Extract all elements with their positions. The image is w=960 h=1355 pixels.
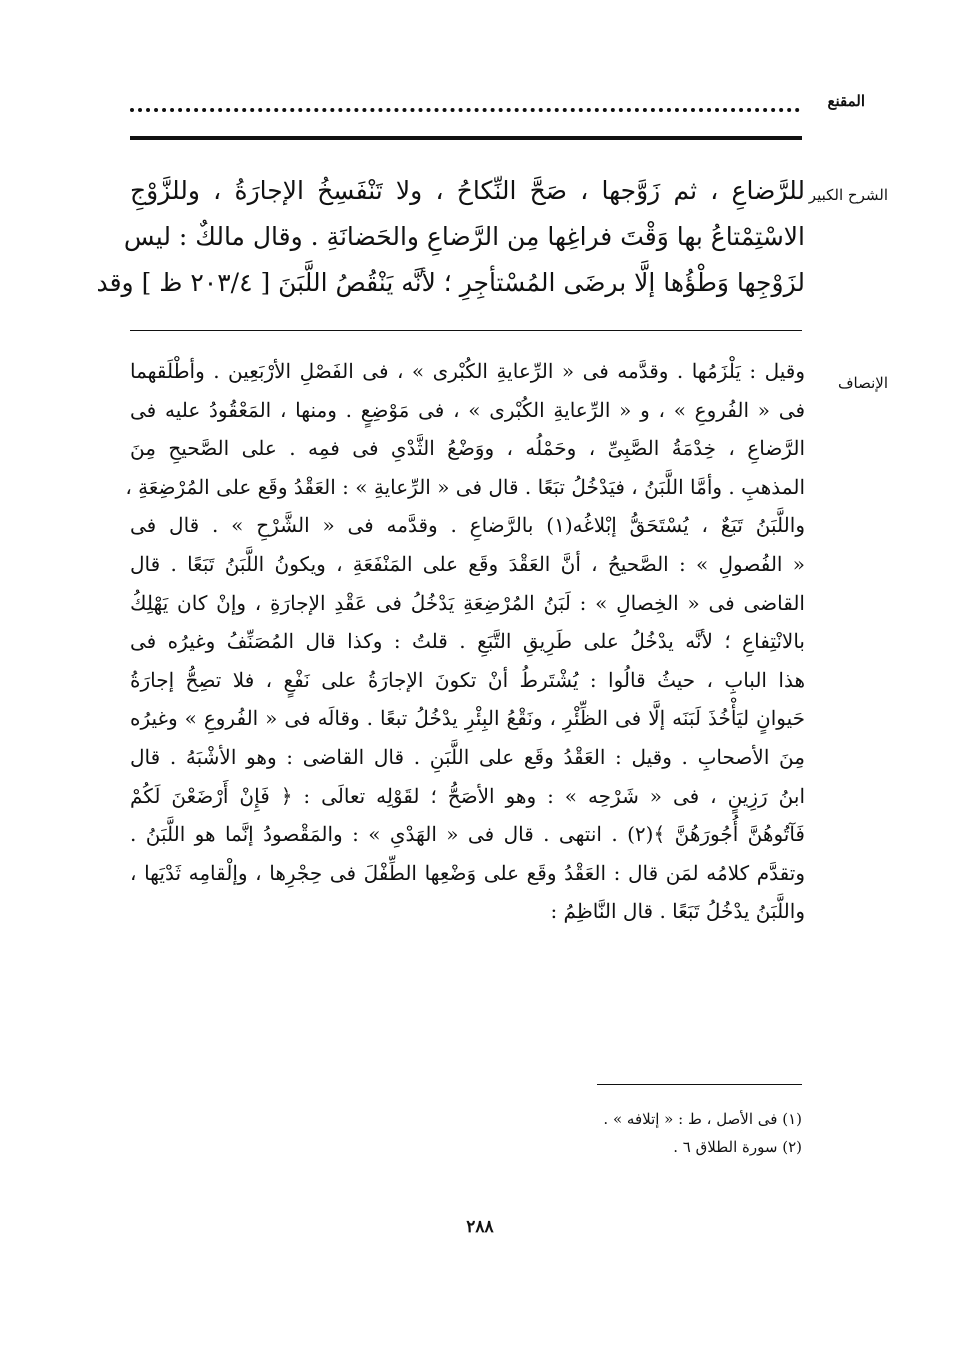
page-number: ٢٨٨ [466,1217,494,1237]
insaf-line: القاضى فى « الخِصالِ » : لَبَنُ المُرْضِعَةِ يَدْخُلُ فى عَقْدِ الإجارَةِ ، وإنْ كان يَهْلِكُ [130,590,805,615]
sharh-line: لزَوْجِها وَطْؤُها إلَّا برضَى المُسْتأجِرِ ؛ لأنَّه يَنْقُصُ اللَّبَنَ [ ٢٠٣/٤ ظ ] وقد [96,268,805,297]
insaf-line: هذا البابِ ، حيثُ قالُوا : يُشْتَرطُ أنْ تكونَ الإجارَةُ على نَفْعٍ ، فلا تصِحُّ إجارَةُ [130,667,805,692]
insaf-side-label: الإنصاف [837,374,888,392]
insaf-text-block [125,352,805,931]
section-divider [130,330,802,331]
header-rule [130,136,802,140]
sharh-text-block [96,168,805,306]
sharh-line: الاسْتِمْتاعُ بها وَقْتَ فراغِها مِن الرَّضاعِ والحَضانَةِ . وقال مالكٌ : ليس [123,222,805,251]
insaf-line: الرَّضاعِ ، خِدْمَةُ الصَّبِىِّ ، وحَمْلُه ، ووَضْعُ الثَّدْىِ فى فمِه . على الصَّحيحِ مِنَ [130,436,805,461]
footnote: (١) فى الأصل ، ط : « إتلافه » . [603,1110,802,1128]
insaf-line: ابنُ رَزِينٍ ، فى « شَرْحِه » : وهو الأصَحُّ ؛ لقَوْلِه تعالَى : ﴿ فَإِنْ أَرْضَعْنَ لَكُمْ [130,783,805,808]
insaf-line: حَيوانٍ ليَأْخُذَ لَبَنَه إلَّا فى الظِّئْرِ ، ونَقْعُ البِئْرِ يدْخُلُ تبعًا . وقالَه فى « الفُروعِ » وغيرُه [130,706,805,731]
insaf-line: مِنَ الأصحابِ . وقيل : العَقْدُ وقَع على اللَّبَنِ . قال القاضى : وهو الأشْبَهُ . قال [130,744,805,769]
footnote-rule [597,1084,802,1085]
insaf-line: فى « الفُروعِ » ، و « الرِّعايةِ الكُبْرى » ، فى مَوْضِعٍ . ومنها ، المَعْقُودُ عليه فى [130,397,805,422]
footnote: (٢) سورة الطلاق ٦ . [673,1138,802,1156]
sharh-line: للرَّضاعِ ، ثم زَوَّجها ، صَحَّ النِّكاحُ ، ولا تَنْفَسِخُ الإجارَةُ ، وللزَّوْجِ [130,176,805,205]
insaf-line: « الفُصولِ » : الصَّحيحُ ، أنَّ العَقْدَ وقَع على المَنْفَعَةِ ، ويكونُ اللَّبَنُ تَبَعًا . قال [130,551,805,576]
insaf-line: بالانْتِفاعِ ؛ لأنَّه يدْخُلُ على طَرِيقِ التَّبَعِ . قلتُ : وكذا قال المُصَنِّفُ وغيرُه فى [130,629,805,654]
insaf-line: فَآتُوهُنَّ أُجُورَهُنَّ ﴾(٢) . انتهى . قال فى « الهَدْىِ » : والمَقْصودُ إنَّما هو اللَّبَنُ . [130,822,805,847]
insaf-line: واللَّبَنُ يدْخُلُ تَبَعًا . قال النَّاظِمُ : [550,899,805,924]
insaf-line: وقيل : يَلْزَمُها . وقدَّمه فى « الرِّعايةِ الكُبْرى » ، فى الفَصْلِ الأرْبَعِين . وأطْلَقهما [130,359,805,383]
insaf-line: المذهبِ . وأمَّا اللَّبَنُ ، فيَدْخُلُ تبَعًا . قال فى « الرِّعايةِ » : العَقْدُ وقَع على المُرْضِعَةِ ، [125,474,805,499]
sharh-side-label: الشرح الكبير [808,186,888,204]
insaf-line: وتقدَّم كلامُه لمَن قال : العَقْدُ وقَع على وَضْعِها الطِّفْلَ فى حِجْرِها ، وإلْقامِه ثَدْيَها ، [130,860,805,885]
header-dotted-leader [130,108,800,112]
running-title: المقنع [827,92,865,110]
insaf-line: واللَّبَنُ تَبَعٌ ، يُسْتَحَقُّ إبْلاغُه(١) بالرَّضاعِ . وقدَّمه فى « الشَّرْحِ » . قال فى [130,513,805,538]
